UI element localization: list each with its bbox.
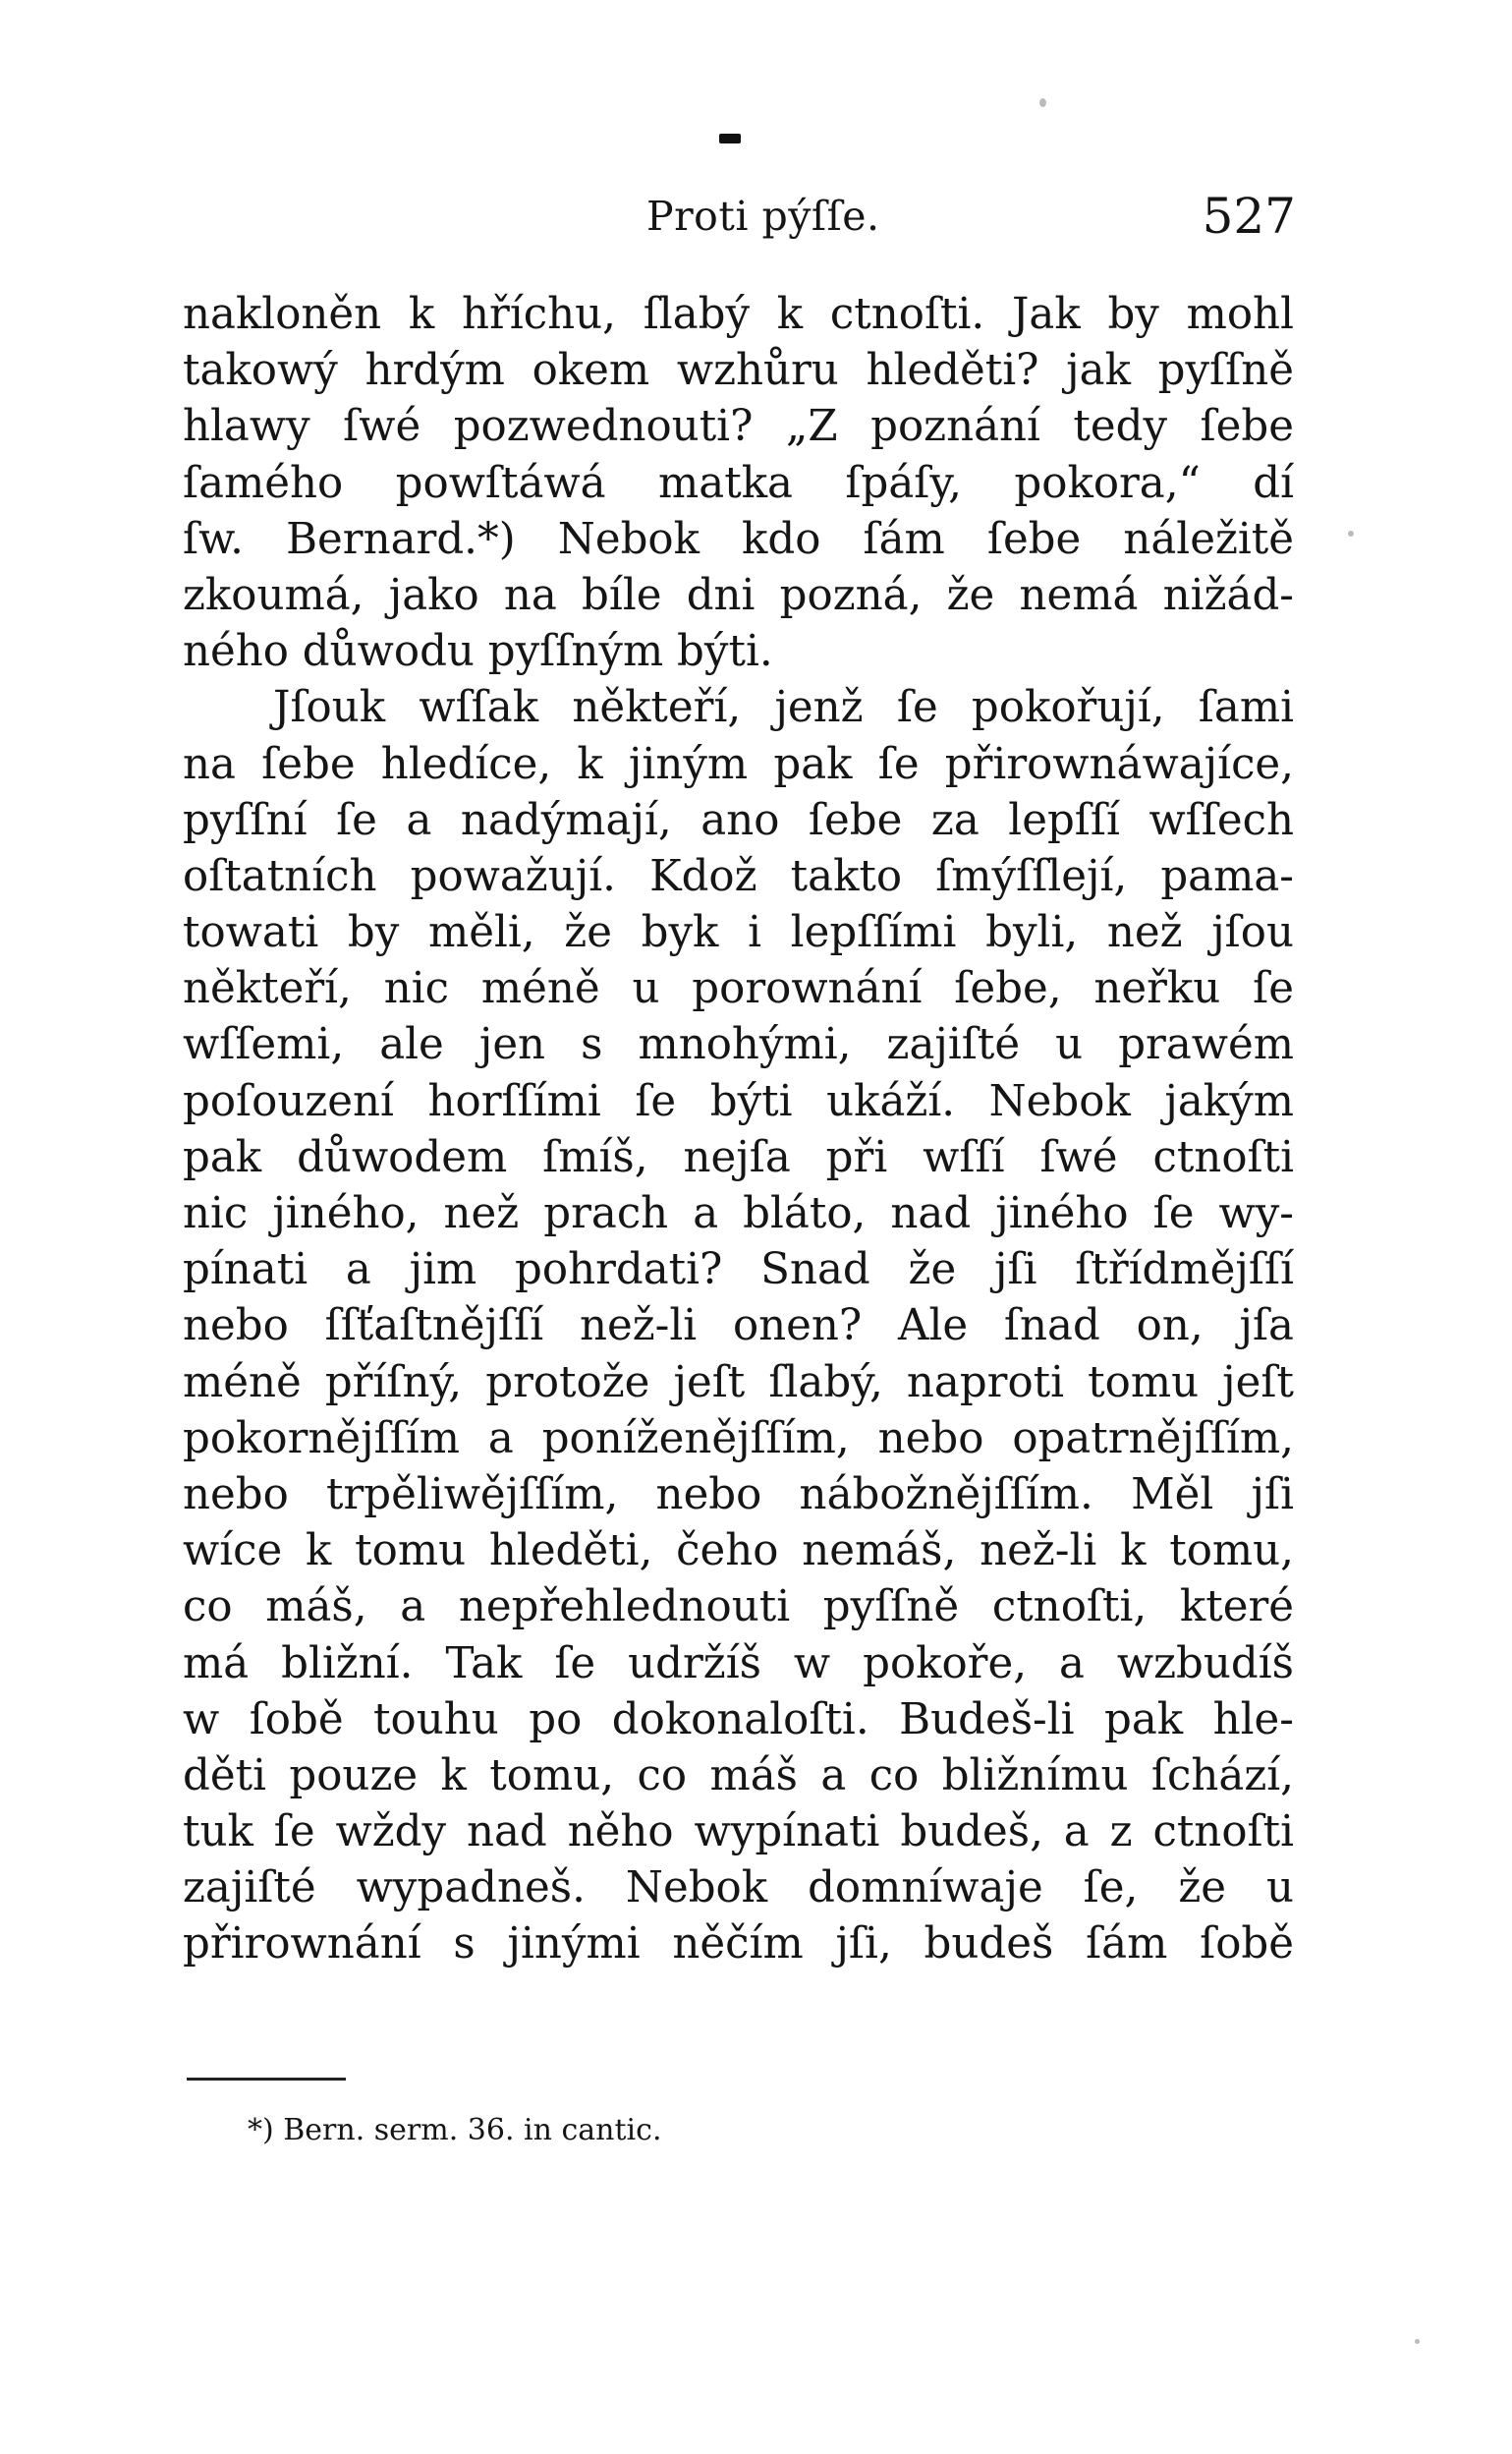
text-line: nic jiného, než prach a bláto, nad jiného ſe wy- xyxy=(183,1189,1294,1238)
text-line: ného důwodu pyſſným býti. xyxy=(183,627,773,677)
paper-speck xyxy=(1039,98,1046,107)
text-line: děti pouze k tomu, co máš a co bližnímu ſchází, xyxy=(183,1750,1294,1800)
text-line: wſſemi, ale jen s mnohými, zajiſté u prawém xyxy=(183,1020,1294,1070)
text-line: má bližní. Tak ſe udržíš w pokoře, a wzbudíš xyxy=(183,1638,1294,1688)
text-line: hlawy ſwé pozwednouti? „Z poznání tedy ſebe xyxy=(183,402,1294,452)
paper-speck xyxy=(1348,531,1354,537)
text-line: tuk ſe wždy nad něho wypínati budeš, a z ctnoſti xyxy=(183,1807,1294,1857)
text-line: oſtatních powažují. Kdož takto ſmýſſlejí, pama- xyxy=(183,851,1294,901)
text-line: wíce k tomu hleděti, čeho nemáš, než-li k tomu, xyxy=(183,1526,1294,1576)
text-line: přirownání s jinými něčím jſi, budeš ſám ſobě xyxy=(183,1919,1294,1969)
running-title: Proti pýſſe. xyxy=(646,193,880,240)
paper-speck xyxy=(1415,2339,1420,2344)
text-line: zajiſté wypadneš. Nebok domníwaje ſe, že u xyxy=(183,1863,1294,1913)
text-line: towati by měli, že byk i lepſſími byli, než jſou xyxy=(183,908,1294,958)
footnote-rule xyxy=(187,2078,346,2081)
text-line: w ſobě touhu po dokonaloſti. Budeš-li pak hle- xyxy=(183,1694,1294,1744)
top-mark xyxy=(719,134,741,143)
page-number: 527 xyxy=(1202,188,1296,245)
text-line: méně příſný, protože jeſt ſlabý, naproti tomu jeſt xyxy=(183,1357,1294,1407)
text-line: někteří, nic méně u porownání ſebe, neřku ſe xyxy=(183,964,1294,1014)
text-line: co máš, a nepřehlednouti pyſſně ctnoſti, které xyxy=(183,1582,1294,1632)
text-line: nakloněn k hříchu, ſlabý k ctnoſti. Jak by mohl xyxy=(183,290,1294,339)
text-line: takowý hrdým okem wzhůru hleděti? jak pyſſně xyxy=(183,346,1294,396)
text-line: nebo trpěliwěјſſím, nebo nábožněјſſím. Měl jſi xyxy=(183,1469,1294,1519)
text-line: zkoumá, jako na bíle dni pozná, že nemá nižád- xyxy=(183,570,1294,620)
text-line: pyſſní ſe a nadýmají, ano ſebe za lepſſí wſſech xyxy=(183,795,1294,845)
page-header xyxy=(0,177,1512,256)
text-line: na ſebe hledíce, k jiným pak ſe přirownáwajíce, xyxy=(183,739,1294,789)
text-line: ſamého powſtáwá matka ſpáſy, pokora,“ dí xyxy=(183,458,1294,508)
text-line: nebo ſſťaſtněјſſí než-li onen? Ale ſnad on, jſa xyxy=(183,1301,1294,1351)
footnote: *) Bern. serm. 36. in cantic. xyxy=(248,2113,662,2147)
text-line: pínati a jim pohrdati? Snad že jſi ſtřídměјſſí xyxy=(183,1245,1294,1295)
text-line: pokorněјſſím a poníženěјſſím, nebo opatrněјſſím, xyxy=(183,1413,1294,1463)
text-line: pak důwodem ſmíš, nejſa při wſſí ſwé ctnoſti xyxy=(183,1132,1294,1182)
body-text xyxy=(183,287,1294,1973)
text-line: Jſouk wſſak někteří, jenž ſe pokořují, ſami xyxy=(273,683,1294,733)
text-line: ſw. Bernard.*) Nebok kdo ſám ſebe náležitě xyxy=(183,514,1294,564)
text-line: poſouzení horſſími ſe býti ukáží. Nebok jakým xyxy=(183,1076,1294,1126)
